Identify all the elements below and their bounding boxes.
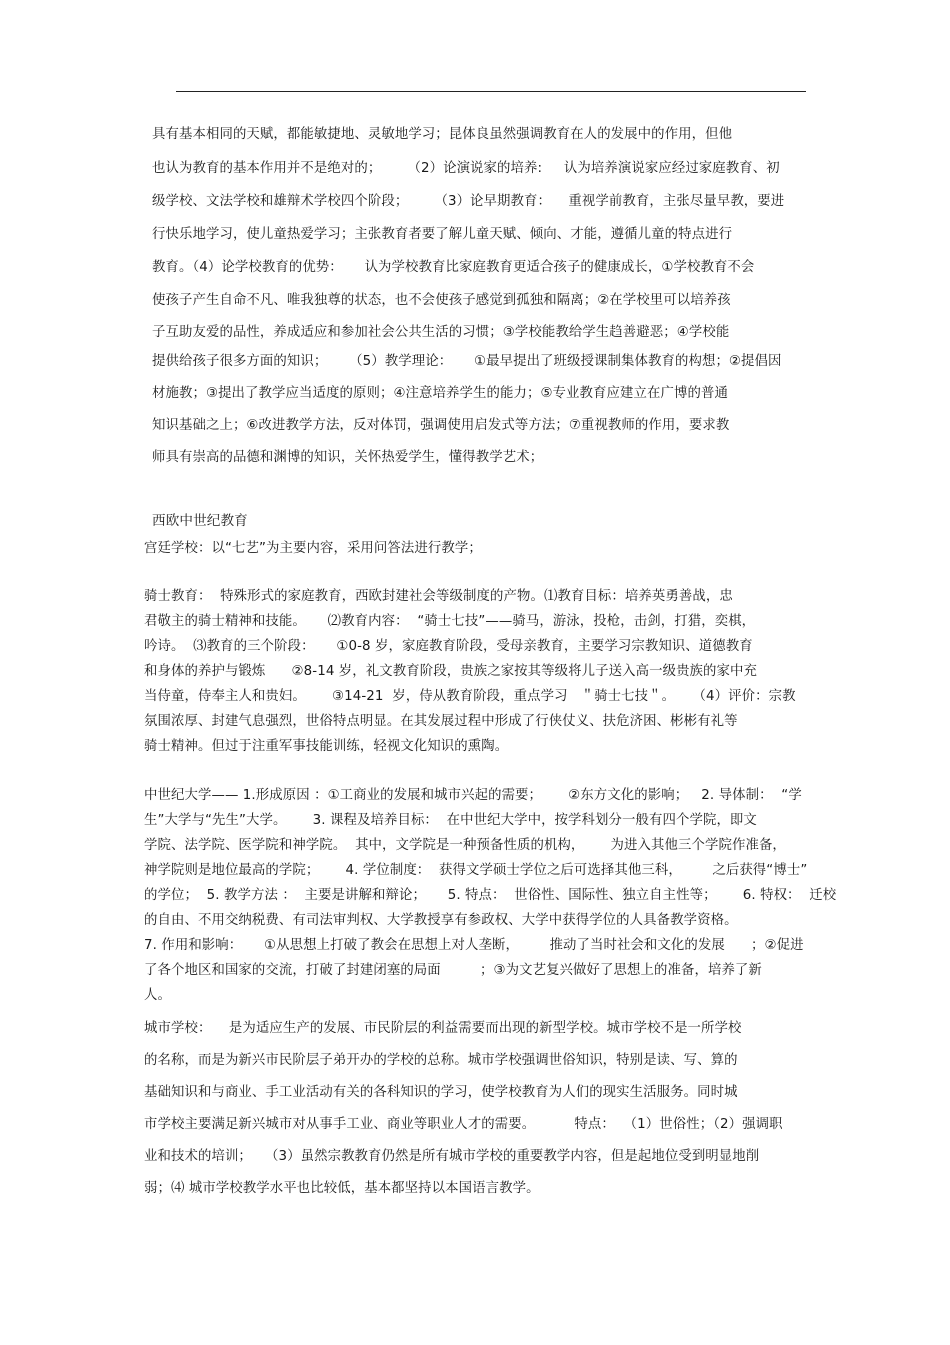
paragraph-line: 7. 作用和影响： ①从思想上打破了教会在思想上对人垄断， 推动了当时社会和文化的发展 ；②促进 bbox=[144, 938, 804, 953]
paragraph-line: 的学位； 5. 教学方法 ： 主要是讲解和辩论； 5. 特点： 世俗性、国际性、独立自主性等； 6. 特权： 迁校 bbox=[144, 888, 837, 903]
paragraph-line: 业和技术的培训； （3）虽然宗教教育仍然是所有城市学校的重要教学内容，但是起地位受到明显地削 bbox=[144, 1149, 760, 1164]
paragraph-line: 当侍童，侍奉主人和贵妇。 ③14-21 岁，侍从教育阶段，重点学习 ＂骑士七技＂。 （4）评价：宗教 bbox=[144, 689, 796, 704]
section-heading: 西欧中世纪教育 bbox=[152, 513, 248, 529]
paragraph-line: 宫廷学校：以“七艺”为主要内容，采用问答法进行教学； bbox=[144, 541, 482, 556]
paragraph-line: 提供给孩子很多方面的知识； （5）教学理论： ①最早提出了班级授课制集体教育的构想；②提倡因 bbox=[152, 354, 782, 369]
paragraph-line: 骑士教育： 特殊形式的家庭教育，西欧封建社会等级制度的产物。⑴教育目标：培养英勇善战，忠 bbox=[144, 589, 733, 604]
paragraph-line: 具有基本相同的天赋，都能敏捷地、灵敏地学习；昆体良虽然强调教育在人的发展中的作用，但他 bbox=[152, 127, 733, 142]
paragraph-line: 的自由、不用交纳税费、有司法审判权、大学教授享有参政权、大学中获得学位的人具备教学资格。 bbox=[144, 913, 738, 928]
paragraph-line: 氛围浓厚、封建气息强烈，世俗特点明显。在其发展过程中形成了行侠仗义、扶危济困、彬彬有礼等 bbox=[144, 714, 738, 729]
paragraph-line: 使孩子产生自命不凡、唯我独尊的状态，也不会使孩子感觉到孤独和隔离；②在学校里可以培养孩 bbox=[152, 293, 731, 308]
paragraph-line: 神学院则是地位最高的学院； 4. 学位制度： 获得文学硕士学位之后可选择其他三科， 之后获得“博士” bbox=[144, 863, 808, 878]
paragraph-line: 师具有崇高的品德和渊博的知识，关怀热爱学生，懂得教学艺术； bbox=[152, 450, 544, 465]
header-rule bbox=[176, 91, 806, 92]
paragraph-line: 基础知识和与商业、手工业活动有关的各科知识的学习，使学校教育为人们的现实生活服务。同时城 bbox=[144, 1085, 738, 1100]
paragraph-line: 学院、法学院、医学院和神学院。 其中，文学院是一种预备性质的机构， 为进入其他三个学院作准备， bbox=[144, 838, 786, 853]
paragraph-line: 和身体的养护与锻炼 ②8-14 岁，礼文教育阶段，贵族之家按其等级将儿子送入高一级贵族的家中充 bbox=[144, 664, 758, 679]
paragraph-line: 城市学校： 是为适应生产的发展、市民阶层的利益需要而出现的新型学校。城市学校不是一所学校 bbox=[144, 1021, 742, 1036]
paragraph-line: 中世纪大学—— 1.形成原因 ：①工商业的发展和城市兴起的需要； ②东方文化的影响； 2. 导体制： “学 bbox=[144, 788, 802, 803]
paragraph-line: 的名称，而是为新兴市民阶层子弟开办的学校的总称。城市学校强调世俗知识，特别是读、写、算的 bbox=[144, 1053, 738, 1068]
paragraph-line: 了各个地区和国家的交流，打破了封建闭塞的局面 ；③为文艺复兴做好了思想上的准备，培养了新 bbox=[144, 963, 762, 978]
paragraph-line: 材施教；③提出了教学应当适度的原则；④注意培养学生的能力；⑤专业教育应建立在广博的普通 bbox=[152, 386, 728, 401]
paragraph-line: 骑士精神。但过于注重军事技能训练，轻视文化知识的熏陶。 bbox=[144, 739, 509, 754]
paragraph-line: 行快乐地学习，使儿童热爱学习；主张教育者要了解儿童天赋、倾向、才能，遵循儿童的特点进行 bbox=[152, 227, 733, 242]
paragraph-line: 知识基础之上；⑥改进教学方法，反对体罚，强调使用启发式等方法；⑦重视教师的作用，要求教 bbox=[152, 418, 730, 433]
paragraph-line: 君敬主的骑士精神和技能。 ⑵教育内容： “骑士七技”——骑马，游泳，投枪，击剑，打猎，奕棋， bbox=[144, 614, 756, 629]
paragraph-line: 子互助友爱的品性，养成适应和参加社会公共生活的习惯；③学校能教给学生趋善避恶；④学校能 bbox=[152, 325, 730, 340]
paragraph-line: 人。 bbox=[144, 988, 171, 1003]
paragraph-line: 市学校主要满足新兴城市对从事手工业、商业等职业人才的需要。 特点： （1）世俗性；（2）强调职 bbox=[144, 1117, 783, 1132]
paragraph-line: 教育。（4）论学校教育的优势： 认为学校教育比家庭教育更适合孩子的健康成长，①学校教育不会 bbox=[152, 260, 755, 275]
paragraph-line: 生”大学与“先生”大学。 3. 课程及培养目标： 在中世纪大学中，按学科划分一般有四个学院，即文 bbox=[144, 813, 757, 828]
paragraph-line: 弱；⑷ 城市学校教学水平也比较低，基本都坚持以本国语言教学。 bbox=[144, 1181, 540, 1196]
paragraph-line: 吟诗。 ⑶教育的三个阶段： ①0-8 岁，家庭教育阶段，受母亲教育，主要学习宗教知识、道德教育 bbox=[144, 639, 753, 654]
paragraph-line: 也认为教育的基本作用并不是绝对的； （2）论演说家的培养: 认为培养演说家应经过家庭教育、初 bbox=[152, 161, 780, 176]
paragraph-line: 级学校、文法学校和雄辩术学校四个阶段； （3）论早期教育： 重视学前教育，主张尽量早教，要进 bbox=[152, 194, 785, 209]
